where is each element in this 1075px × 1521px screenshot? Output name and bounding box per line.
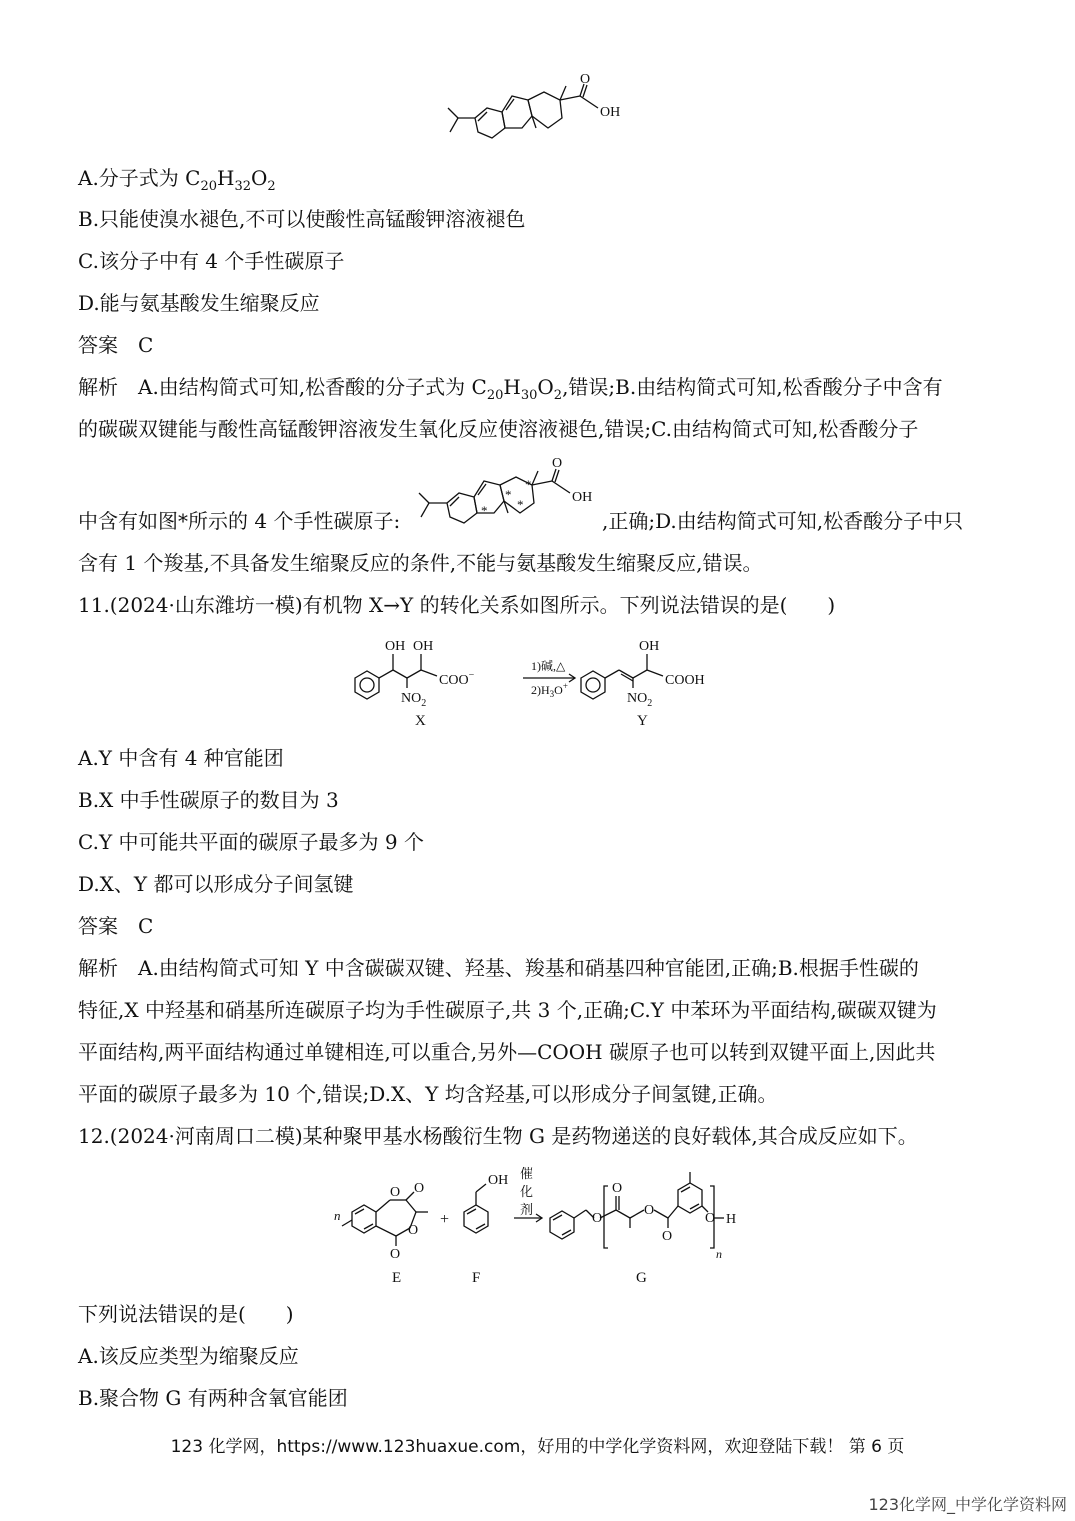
q10-explanation-line3a: 中含有如图*所示的 4 个手性碳原子: [78, 509, 401, 533]
y-no2-label: $NO_2$ [627, 691, 653, 709]
carbonyl-o-label: O [580, 72, 591, 87]
q10-option-c: C.该分子中有 4 个手性碳原子 [78, 249, 345, 273]
x-oh-label-1: OH [385, 639, 406, 654]
subscript: 2 [267, 179, 276, 194]
q11-explanation-line4: 平面的碳原子最多为 10 个,错误;D.X、Y 均含羟基,可以形成分子间氢键,正确。 [78, 1082, 778, 1106]
q10-option-b: B.只能使溴水褪色,不可以使酸性高锰酸钾溶液褪色 [78, 207, 526, 231]
x-no2-label: $NO_2$ [401, 691, 427, 709]
q12-option-a: A.该反应类型为缩聚反应 [78, 1344, 299, 1368]
subscript: 30 [520, 388, 538, 403]
e-n-label: n [334, 1208, 341, 1223]
g-o-label-3: O [644, 1203, 655, 1218]
page-footer: 123 化学网，https://www.123huaxue.com，好用的中学化学资料网，欢迎登陆下载！ 第 6 页 [170, 1437, 905, 1457]
plus-sign: + [440, 1211, 450, 1228]
x-oh-label-2: OH [413, 639, 434, 654]
g-o-label-1: O [592, 1211, 603, 1226]
q11-option-d: D.X、Y 都可以形成分子间氢键 [78, 872, 354, 896]
subscript: 20 [200, 179, 218, 194]
q11-option-a: A.Y 中含有 4 种官能团 [78, 746, 284, 770]
catalyst-char-3: 剂 [520, 1202, 534, 1217]
e-o-label-2: O [414, 1181, 425, 1196]
hydroxyl-label: OH [572, 490, 593, 505]
subscript: 32 [234, 179, 252, 194]
carbonyl-o-label: O [552, 456, 563, 471]
reaction-condition-2: $2)H_3O^+$ [531, 681, 568, 699]
q11-explanation-line1: 解析 A.由结构简式可知 Y 中含碳碳双键、羟基、羧基和硝基四种官能团,正确;B.根据手性碳的 [78, 956, 919, 980]
chiral-star-1: * [481, 503, 488, 518]
subscript: 20 [486, 388, 504, 403]
g-o-label-5: O [705, 1211, 716, 1226]
g-o-label-4: O [662, 1229, 673, 1244]
hydroxyl-label: OH [600, 105, 621, 120]
q11-reaction-scheme [345, 628, 745, 732]
q10-exp-text: 解析 A.由结构简式可知,松香酸的分子式为 C [78, 375, 487, 399]
compound-g-label: G [636, 1270, 647, 1286]
compound-e-label: E [392, 1270, 402, 1286]
q11-explanation-line3: 平面结构,两平面结构通过单键相连,可以重合,另外—COOH 碳原子也可以转到双键平面上,因此共 [78, 1040, 936, 1064]
formula-o: O [251, 166, 268, 190]
compound-x-label: X [415, 713, 426, 729]
q11-option-b: B.X 中手性碳原子的数目为 3 [78, 788, 339, 812]
abietic-acid-structure [440, 72, 640, 152]
g-o-label-2: O [612, 1181, 623, 1196]
chiral-star-4: * [525, 477, 532, 492]
reaction-condition-1: 1)碱,△ [531, 659, 566, 673]
chiral-star-3: * [517, 497, 524, 512]
q11-explanation-line2: 特征,X 中羟基和硝基所连碳原子均为手性碳原子,共 3 个,正确;C.Y 中苯环为平面结构,碳碳双键为 [78, 998, 937, 1022]
q10-answer: 答案 C [78, 333, 154, 357]
q11-stem: 11.(2024·山东潍坊一模)有机物 X→Y 的转化关系如图所示。下列说法错误的是( ) [78, 593, 836, 617]
e-o-label-1: O [390, 1185, 401, 1200]
f-oh-label: OH [488, 1173, 509, 1188]
q10-explanation-line4: 含有 1 个羧基,不具备发生缩聚反应的条件,不能与氨基酸发生缩聚反应,错误。 [78, 551, 763, 575]
y-cooh-label: COOH [665, 673, 705, 688]
q10-option-a-text: A.分子式为 C [78, 166, 201, 190]
catalyst-char-2: 化 [520, 1184, 534, 1199]
q12-stem: 12.(2024·河南周口二模)某种聚甲基水杨酸衍生物 G 是药物递送的良好载体,其合成反应如下。 [78, 1124, 918, 1148]
q11-option-c: C.Y 中可能共平面的碳原子最多为 9 个 [78, 830, 424, 854]
formula-h: H [503, 375, 521, 399]
compound-f-label: F [472, 1270, 481, 1286]
q10-option-d: D.能与氨基酸发生缩聚反应 [78, 291, 320, 315]
e-o-label-4: O [390, 1247, 401, 1262]
q10-explanation-line2: 的碳碳双键能与酸性高锰酸钾溶液发生氧化反应使溶液褪色,错误;C.由结构简式可知,松香酸分子 [78, 417, 919, 441]
abietic-acid-chiral-structure [415, 455, 605, 535]
e-o-label-3: O [408, 1223, 419, 1238]
q10-explanation-line1 [78, 373, 943, 410]
q10-explanation-line3b: ,正确;D.由结构简式可知,松香酸分子中只 [602, 509, 964, 533]
compound-y-label: Y [637, 713, 648, 729]
q10-exp-text: ,错误;B.由结构简式可知,松香酸分子中含有 [562, 375, 943, 399]
chiral-star-2: * [505, 487, 512, 502]
formula-o: O [537, 375, 554, 399]
q12-option-b: B.聚合物 G 有两种含氧官能团 [78, 1386, 348, 1410]
formula-h: H [217, 166, 235, 190]
watermark: 123化学网_中学化学资料网 [868, 1495, 1067, 1514]
q11-answer: 答案 C [78, 914, 154, 938]
q12-prompt: 下列说法错误的是( ) [78, 1302, 294, 1326]
y-oh-label: OH [639, 639, 660, 654]
x-coo-label: COO− [439, 670, 475, 688]
subscript: 2 [553, 388, 563, 403]
g-n-label: n [716, 1247, 722, 1261]
catalyst-char-1: 催 [520, 1166, 534, 1181]
q10-option-a [78, 164, 276, 201]
q12-reaction-scheme [330, 1162, 750, 1288]
g-h-label: H [726, 1212, 737, 1227]
